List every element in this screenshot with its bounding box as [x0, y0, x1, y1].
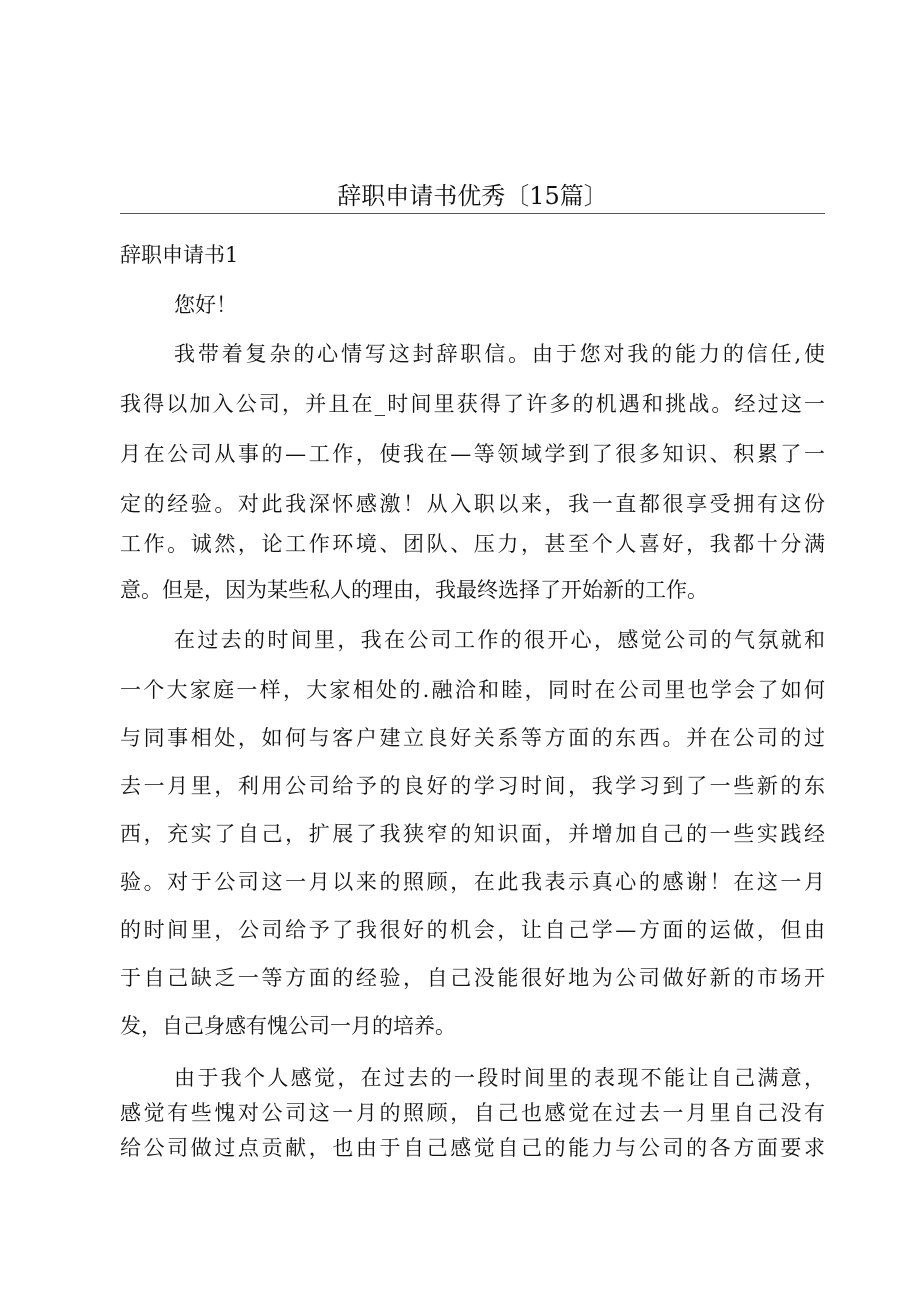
title-underline [120, 213, 825, 214]
paragraph-line: 我得以加入公司，并且在_时间里获得了许多的机遇和挑战。经过这一 [120, 392, 825, 416]
paragraph-line: 工作。诚然，论工作环境、团队、压力，甚至个人喜好，我都十分满 [120, 532, 825, 556]
paragraph-line: 去一月里，利用公司给予的良好的学习时间，我学习到了一些新的东 [120, 774, 825, 798]
paragraph-line: 给公司做过点贡献，也由于自己感觉自己的能力与公司的各方面要求 [120, 1136, 825, 1160]
document-title: 辞职申请书优秀〔15篇〕 [337, 182, 608, 210]
paragraph-line: 一个大家庭一样，大家相处的.融洽和睦，同时在公司里也学会了如何 [120, 678, 825, 702]
section-heading: 辞职申请书1 [120, 243, 239, 267]
paragraph-line: 的时间里，公司给予了我很好的机会，让自己学—方面的运做，但由 [120, 918, 825, 942]
paragraph-line: 感觉有些愧对公司这一月的照顾，自己也感觉在过去一月里自己没有 [120, 1101, 825, 1125]
paragraph-line: 与同事相处，如何与客户建立良好关系等方面的东西。并在公司的过 [120, 726, 825, 750]
paragraph-line: 在过去的时间里，我在公司工作的很开心，感觉公司的气氛就和 [174, 628, 825, 652]
paragraph-line: 月在公司从事的—工作，使我在—等领域学到了很多知识、积累了一 [120, 442, 825, 466]
paragraph-line: 由于我个人感觉，在过去的一段时间里的表现不能让自己满意， [174, 1066, 825, 1090]
paragraph-line: 西，充实了自己，扩展了我狭窄的知识面，并增加自己的一些实践经 [120, 822, 825, 846]
greeting-line: 您好！ [174, 293, 237, 317]
paragraph-line: 我带着复杂的心情写这封辞职信。由于您对我的能力的信任,使 [174, 342, 825, 366]
paragraph-line: 于自己缺乏一等方面的经验，自己没能很好地为公司做好新的市场开 [120, 966, 825, 990]
paragraph-line: 意。但是，因为某些私人的理由，我最终选择了开始新的工作。 [120, 578, 708, 602]
paragraph-line: 定的经验。对此我深怀感激！从入职以来，我一直都很享受拥有这份 [120, 492, 825, 516]
paragraph-line: 发，自己身感有愧公司一月的培养。 [120, 1014, 456, 1038]
paragraph-line: 验。对于公司这一月以来的照顾，在此我表示真心的感谢！在这一月 [120, 870, 825, 894]
